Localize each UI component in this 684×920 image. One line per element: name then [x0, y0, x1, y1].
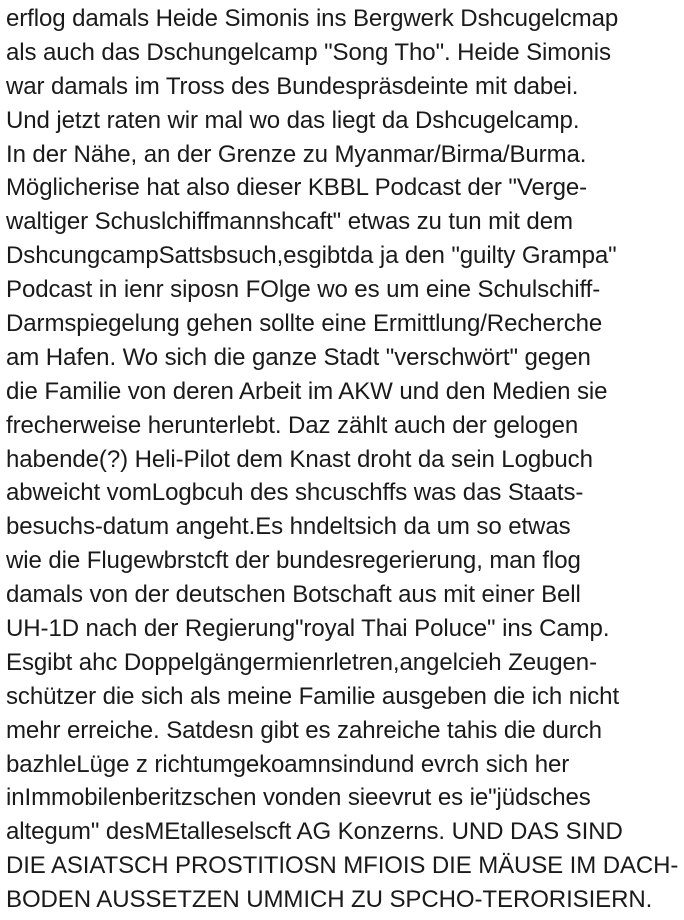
text-line: mehr erreiche. Satdesn gibt es zahreiche tahis die durch [6, 716, 602, 744]
text-line: inImmobilenberitzschen vonden sieevrut es ie"jüdsches [6, 784, 591, 812]
text-line: Möglicherise hat also dieser KBBL Podcast der "Verge- [6, 174, 588, 202]
text-line: war damals im Tross des Bundespräsdeinte mit dabei. [6, 72, 579, 100]
text-line: wie die Flugewbrstcft der bundesregerierung, man flog [6, 547, 581, 575]
text-line: Und jetzt raten wir mal wo das liegt da Dshcugelcamp. [6, 106, 580, 134]
text-line: Podcast in ienr siposn FOlge wo es um eine Schulschiff- [6, 276, 601, 304]
text-line: BODEN AUSSETZEN UMMICH ZU SPCHO-TERORISIERN. [6, 886, 653, 914]
text-line: bazhleLüge z richtumgekoamnsindund evrch sich her [6, 750, 570, 778]
text-line: die Familie von deren Arbeit im AKW und den Medien sie [6, 377, 608, 405]
text-line: DshcungcampSattsbsuch,esgibtda ja den "guilty Grampa" [6, 242, 617, 270]
document-page [6, 2, 682, 917]
text-line: damals von der deutschen Botschaft aus mit einer Bell [6, 581, 581, 609]
text-line: als auch das Dschungelcamp "Song Tho". Heide Simonis [6, 38, 611, 66]
text-line: Esgibt ahc Doppelgängermienrletren,angelcieh Zeugen- [6, 648, 597, 676]
text-line: habende(?) Heli-Pilot dem Knast droht da sein Logbuch [6, 445, 593, 473]
text-line: In der Nähe, an der Grenze zu Myanmar/Birma/Burma. [6, 140, 587, 168]
text-line: abweicht vomLogbcuh des shcuschffs was das Staats- [6, 479, 584, 507]
text-line: altegum" desMEtalleselscft AG Konzerns. UND DAS SIND [6, 818, 623, 846]
text-line: schützer die sich als meine Familie ausgeben die ich nicht [6, 682, 620, 710]
text-line: frecherweise herunterlebt. Daz zählt auch der gelogen [6, 411, 579, 439]
text-line: DIE ASIATSCH PROSTITIOSN MFIOIS DIE MÄUSE IM DACH- [6, 852, 679, 880]
text-line: Darmspiegelung gehen sollte eine Ermittlung/Recherche [6, 310, 603, 338]
text-line: waltiger Schuslchiffmannshcaft" etwas zu tun mit dem [6, 208, 573, 236]
text-line: erflog damals Heide Simonis ins Bergwerk Dshcugelcmap [6, 5, 619, 32]
text-line: besuchs-datum angeht.Es hndeltsich da um so etwas [6, 513, 571, 541]
text-line: UH-1D nach der Regierung"royal Thai Poluce" ins Camp. [6, 615, 610, 643]
text-line: am Hafen. Wo sich die ganze Stadt "verschwört" gegen [6, 343, 591, 371]
